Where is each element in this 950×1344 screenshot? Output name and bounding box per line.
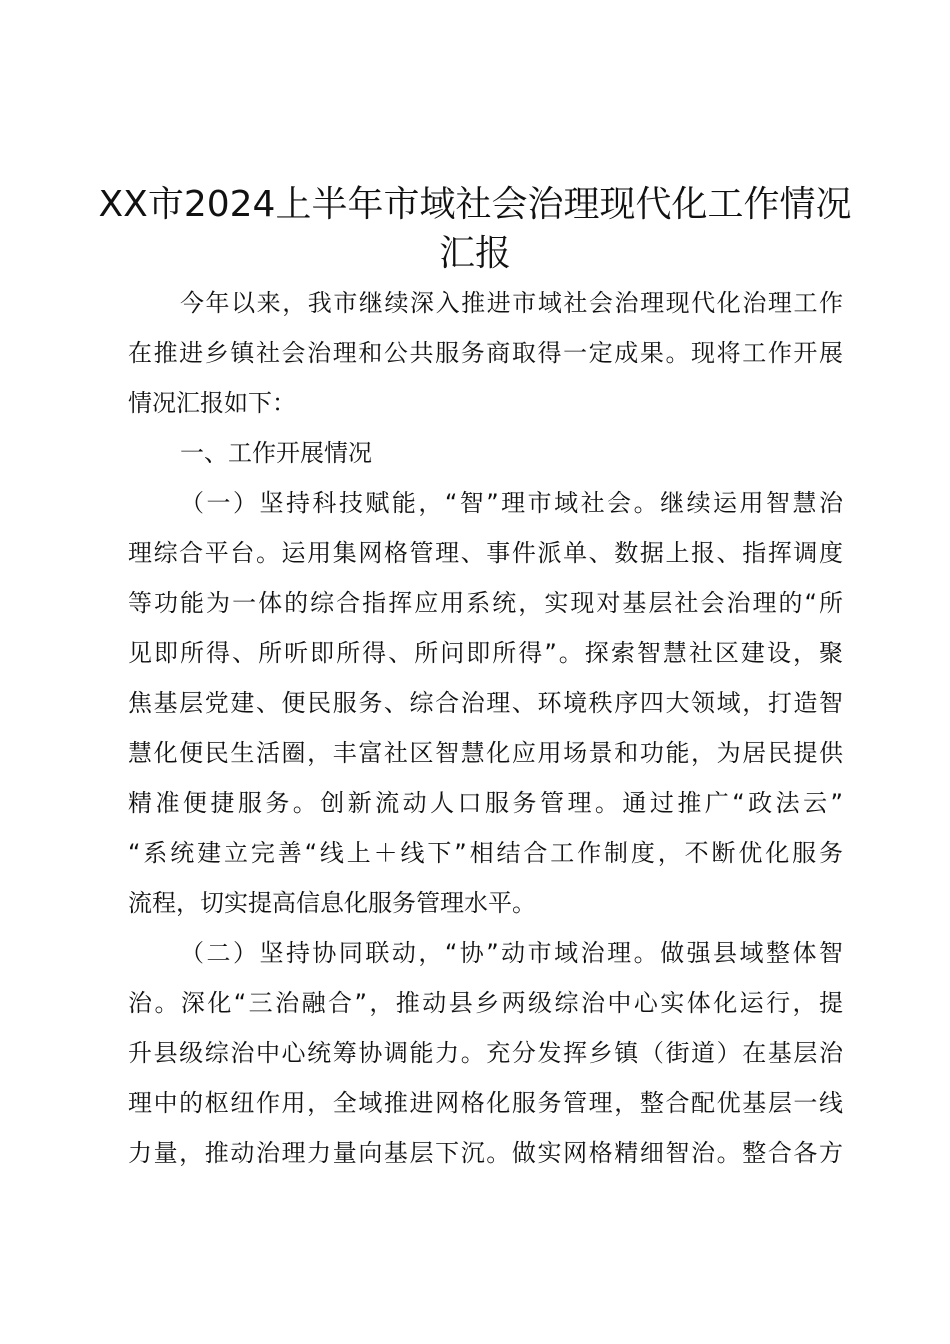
paragraph-line: 焦基层党建、便民服务、综合治理、环境秩序四大领域，打造智 <box>128 689 843 717</box>
paragraph-line: （一）坚持科技赋能，“智”理市域社会。继续运用智慧治 <box>180 489 843 517</box>
document-title-line-1: XX市2024上半年市域社会治理现代化工作情况 <box>98 184 852 225</box>
paragraph-line: 今年以来，我市继续深入推进市域社会治理现代化治理工作 <box>180 289 843 317</box>
paragraph-line: 见即所得、所听即所得、所问即所得”。探索智慧社区建设，聚 <box>128 639 843 667</box>
paragraph-line: 升县级综治中心统筹协调能力。充分发挥乡镇（街道）在基层治 <box>128 1039 843 1067</box>
paragraph-line: 流程，切实提高信息化服务管理水平。 <box>128 889 536 917</box>
paragraph-line: 在推进乡镇社会治理和公共服务商取得一定成果。现将工作开展 <box>128 339 843 367</box>
paragraph-line: 精准便捷服务。创新流动人口服务管理。通过推广“政法云” <box>128 789 843 817</box>
paragraph-line: （二）坚持协同联动，“协”动市域治理。做强县域整体智 <box>180 939 843 967</box>
paragraph-line: 理综合平台。运用集网格管理、事件派单、数据上报、指挥调度 <box>128 539 843 567</box>
paragraph-line: “系统建立完善“线上＋线下”相结合工作制度，不断优化服务 <box>128 839 843 867</box>
paragraph-line: 等功能为一体的综合指挥应用系统，实现对基层社会治理的“所 <box>128 589 843 617</box>
paragraph-line: 理中的枢纽作用，全域推进网格化服务管理，整合配优基层一线 <box>128 1089 843 1117</box>
paragraph-line: 治。深化“三治融合”，推动县乡两级综治中心实体化运行，提 <box>128 989 843 1017</box>
paragraph-line: 慧化便民生活圈，丰富社区智慧化应用场景和功能，为居民提供 <box>128 739 843 767</box>
paragraph-line: 情况汇报如下： <box>128 389 296 417</box>
document-title-line-2: 汇报 <box>438 233 511 274</box>
paragraph-line: 力量，推动治理力量向基层下沉。做实网格精细智治。整合各方 <box>128 1139 843 1167</box>
section-heading: 一、工作开展情况 <box>180 439 372 467</box>
